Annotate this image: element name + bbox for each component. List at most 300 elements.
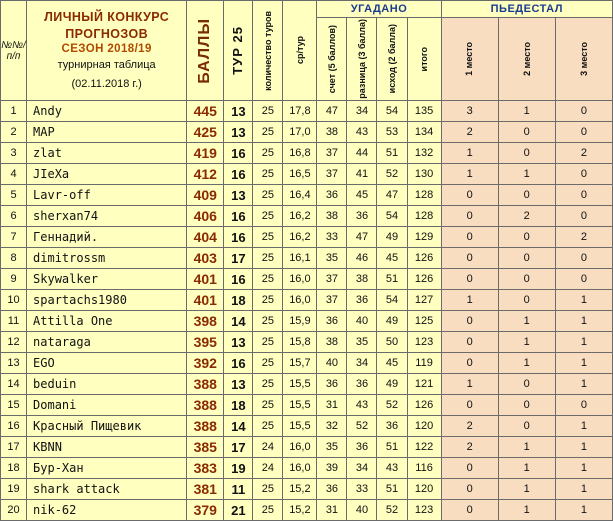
row-diff: 40 [347, 500, 377, 521]
row-rank: 4 [1, 164, 27, 185]
row-score: 39 [317, 458, 347, 479]
row-diff: 43 [347, 395, 377, 416]
row-place3: 1 [555, 332, 612, 353]
row-avg: 15,9 [283, 311, 317, 332]
row-name: JIeXa [27, 164, 187, 185]
row-total: 123 [407, 332, 441, 353]
row-avg: 15,2 [283, 479, 317, 500]
row-place3: 2 [555, 227, 612, 248]
row-total: 123 [407, 500, 441, 521]
title-line-3: турнирная таблица [57, 59, 156, 72]
row-tour-count: 25 [253, 332, 283, 353]
row-tour: 13 [224, 185, 253, 206]
row-outcome: 45 [377, 248, 407, 269]
col-header-place3 [555, 18, 612, 101]
row-outcome: 51 [377, 479, 407, 500]
row-total: 126 [407, 248, 441, 269]
row-score: 36 [317, 374, 347, 395]
row-place3: 1 [555, 290, 612, 311]
row-place1: 2 [441, 122, 498, 143]
row-avg: 16,0 [283, 437, 317, 458]
row-avg: 16,8 [283, 143, 317, 164]
table-row [1, 122, 613, 143]
row-name: Domani [27, 395, 187, 416]
row-avg: 16,0 [283, 269, 317, 290]
col-header-tour-label: ТУР 25 [229, 26, 245, 75]
row-rank: 16 [1, 416, 27, 437]
row-name: Andy [27, 101, 187, 122]
row-balls: 412 [187, 164, 224, 185]
row-place2: 0 [498, 143, 555, 164]
row-balls: 404 [187, 227, 224, 248]
row-place3: 1 [555, 311, 612, 332]
row-rank: 5 [1, 185, 27, 206]
row-score: 35 [317, 248, 347, 269]
row-place3: 0 [555, 269, 612, 290]
col-header-outcome [377, 18, 407, 101]
col-header-place1 [441, 18, 498, 101]
row-balls: 388 [187, 374, 224, 395]
row-outcome: 50 [377, 332, 407, 353]
row-rank: 12 [1, 332, 27, 353]
row-place3: 1 [555, 374, 612, 395]
row-balls: 409 [187, 185, 224, 206]
row-balls: 388 [187, 395, 224, 416]
row-place2: 0 [498, 227, 555, 248]
table-row [1, 269, 613, 290]
row-place2: 0 [498, 269, 555, 290]
row-avg: 16,0 [283, 290, 317, 311]
row-diff: 46 [347, 248, 377, 269]
row-diff: 38 [347, 269, 377, 290]
row-tour-count: 25 [253, 122, 283, 143]
row-place3: 0 [555, 122, 612, 143]
row-place3: 1 [555, 458, 612, 479]
row-total: 120 [407, 416, 441, 437]
row-tour: 16 [224, 143, 253, 164]
row-avg: 16,2 [283, 206, 317, 227]
row-total: 121 [407, 374, 441, 395]
row-diff: 40 [347, 311, 377, 332]
row-tour: 13 [224, 374, 253, 395]
row-tour: 14 [224, 311, 253, 332]
table-row [1, 290, 613, 311]
row-score: 36 [317, 479, 347, 500]
row-outcome: 51 [377, 437, 407, 458]
row-avg: 15,7 [283, 353, 317, 374]
row-name: nik-62 [27, 500, 187, 521]
header-group-row [1, 1, 613, 18]
row-avg: 16,2 [283, 227, 317, 248]
col-header-total-label: итого [418, 46, 429, 72]
row-diff: 45 [347, 185, 377, 206]
row-tour-count: 25 [253, 248, 283, 269]
row-rank: 10 [1, 290, 27, 311]
row-total: 125 [407, 311, 441, 332]
row-place2: 1 [498, 311, 555, 332]
row-place1: 0 [441, 206, 498, 227]
row-tour-count: 24 [253, 458, 283, 479]
row-outcome: 51 [377, 269, 407, 290]
row-score: 31 [317, 395, 347, 416]
col-header-tour-count-label: количество туров [262, 10, 273, 91]
table-row [1, 353, 613, 374]
row-place2: 2 [498, 206, 555, 227]
row-diff: 41 [347, 164, 377, 185]
row-total: 135 [407, 101, 441, 122]
row-tour-count: 25 [253, 290, 283, 311]
row-total: 126 [407, 269, 441, 290]
row-outcome: 51 [377, 143, 407, 164]
row-balls: 419 [187, 143, 224, 164]
row-balls: 381 [187, 479, 224, 500]
row-outcome: 49 [377, 227, 407, 248]
row-place2: 1 [498, 164, 555, 185]
row-tour-count: 25 [253, 353, 283, 374]
row-diff: 52 [347, 416, 377, 437]
row-place1: 2 [441, 416, 498, 437]
row-balls: 383 [187, 458, 224, 479]
row-place2: 1 [498, 332, 555, 353]
row-place1: 0 [441, 185, 498, 206]
row-name: Skywalker [27, 269, 187, 290]
row-place1: 0 [441, 269, 498, 290]
row-total: 132 [407, 143, 441, 164]
row-tour: 19 [224, 458, 253, 479]
table-row [1, 143, 613, 164]
row-tour-count: 25 [253, 500, 283, 521]
row-balls: 379 [187, 500, 224, 521]
row-tour-count: 25 [253, 143, 283, 164]
row-balls: 385 [187, 437, 224, 458]
row-diff: 34 [347, 101, 377, 122]
row-place3: 0 [555, 395, 612, 416]
title-line-1: ЛИЧНЫЙ КОНКУРС ПРОГНОЗОВ [44, 9, 170, 41]
col-header-place3-label: 3 место [578, 42, 589, 76]
row-place3: 0 [555, 206, 612, 227]
row-outcome: 54 [377, 206, 407, 227]
row-place1: 3 [441, 101, 498, 122]
row-diff: 43 [347, 122, 377, 143]
row-name: beduin [27, 374, 187, 395]
row-total: 128 [407, 185, 441, 206]
table-row [1, 164, 613, 185]
row-rank: 8 [1, 248, 27, 269]
row-balls: 388 [187, 416, 224, 437]
row-name: zlat [27, 143, 187, 164]
col-header-balls-label: БАЛЛЫ [196, 17, 214, 84]
table-body [1, 101, 613, 521]
col-header-balls [187, 1, 224, 101]
row-outcome: 43 [377, 458, 407, 479]
row-place3: 1 [555, 500, 612, 521]
row-tour: 16 [224, 164, 253, 185]
row-total: 130 [407, 164, 441, 185]
row-name: Lavr-off [27, 185, 187, 206]
row-score: 32 [317, 416, 347, 437]
row-total: 127 [407, 290, 441, 311]
row-place2: 0 [498, 416, 555, 437]
row-rank: 9 [1, 269, 27, 290]
row-tour-count: 25 [253, 227, 283, 248]
row-score: 38 [317, 206, 347, 227]
col-header-place2-label: 2 место [521, 42, 532, 76]
row-tour: 16 [224, 206, 253, 227]
row-place3: 1 [555, 479, 612, 500]
table-row [1, 248, 613, 269]
row-rank: 19 [1, 479, 27, 500]
row-outcome: 49 [377, 311, 407, 332]
row-place1: 0 [441, 311, 498, 332]
row-avg: 15,8 [283, 332, 317, 353]
row-diff: 47 [347, 227, 377, 248]
row-score: 47 [317, 101, 347, 122]
row-tour-count: 25 [253, 416, 283, 437]
row-tour: 17 [224, 248, 253, 269]
row-outcome: 52 [377, 500, 407, 521]
row-balls: 401 [187, 290, 224, 311]
row-balls: 425 [187, 122, 224, 143]
row-score: 35 [317, 437, 347, 458]
row-place3: 1 [555, 353, 612, 374]
row-total: 120 [407, 479, 441, 500]
row-avg: 15,5 [283, 395, 317, 416]
row-place2: 1 [498, 458, 555, 479]
row-rank: 11 [1, 311, 27, 332]
row-balls: 395 [187, 332, 224, 353]
table-row [1, 416, 613, 437]
row-total: 122 [407, 437, 441, 458]
row-balls: 403 [187, 248, 224, 269]
row-outcome: 54 [377, 290, 407, 311]
row-tour: 16 [224, 269, 253, 290]
col-header-outcome-label: исход (2 балла) [386, 24, 397, 94]
row-score: 38 [317, 122, 347, 143]
row-total: 128 [407, 206, 441, 227]
row-name: MAP [27, 122, 187, 143]
row-tour-count: 25 [253, 311, 283, 332]
row-place2: 0 [498, 290, 555, 311]
col-header-avg [283, 1, 317, 101]
row-place2: 1 [498, 500, 555, 521]
row-tour-count: 25 [253, 101, 283, 122]
table-row [1, 395, 613, 416]
row-rank: 20 [1, 500, 27, 521]
col-header-place2 [498, 18, 555, 101]
col-header-diff [347, 18, 377, 101]
row-rank: 18 [1, 458, 27, 479]
table-row [1, 206, 613, 227]
row-tour-count: 25 [253, 479, 283, 500]
col-header-score-label: счет (5 баллов) [326, 24, 337, 94]
col-header-place1-label: 1 место [464, 42, 475, 76]
row-tour-count: 25 [253, 206, 283, 227]
row-tour: 18 [224, 290, 253, 311]
row-place3: 1 [555, 437, 612, 458]
row-name: Attilla One [27, 311, 187, 332]
row-outcome: 52 [377, 164, 407, 185]
table-row [1, 374, 613, 395]
row-place3: 0 [555, 164, 612, 185]
col-header-number: №№/п/п [1, 1, 27, 101]
row-tour: 16 [224, 227, 253, 248]
row-place1: 0 [441, 353, 498, 374]
row-balls: 398 [187, 311, 224, 332]
col-header-total [407, 18, 441, 101]
row-place1: 1 [441, 374, 498, 395]
row-score: 38 [317, 332, 347, 353]
row-diff: 36 [347, 290, 377, 311]
row-name: EGO [27, 353, 187, 374]
row-diff: 34 [347, 353, 377, 374]
group-header-guessed: УГАДАНО [317, 1, 441, 18]
row-place1: 0 [441, 500, 498, 521]
row-tour: 13 [224, 101, 253, 122]
row-tour: 21 [224, 500, 253, 521]
row-score: 33 [317, 227, 347, 248]
row-score: 37 [317, 164, 347, 185]
col-header-avg-label: ср/тур [294, 36, 305, 65]
row-tour-count: 25 [253, 395, 283, 416]
table-row [1, 101, 613, 122]
row-avg: 17,8 [283, 101, 317, 122]
row-balls: 406 [187, 206, 224, 227]
row-rank: 13 [1, 353, 27, 374]
row-score: 36 [317, 311, 347, 332]
row-avg: 16,4 [283, 185, 317, 206]
row-name: nataraga [27, 332, 187, 353]
row-place2: 1 [498, 479, 555, 500]
row-place1: 0 [441, 395, 498, 416]
row-tour: 13 [224, 332, 253, 353]
row-name: dimitrossm [27, 248, 187, 269]
table-title-block [27, 1, 187, 101]
row-tour-count: 25 [253, 269, 283, 290]
row-diff: 36 [347, 374, 377, 395]
row-rank: 7 [1, 227, 27, 248]
row-place1: 0 [441, 479, 498, 500]
group-header-pedestal: ПЬЕДЕСТАЛ [441, 1, 612, 18]
row-avg: 16,0 [283, 458, 317, 479]
row-avg: 15,2 [283, 500, 317, 521]
row-tour-count: 24 [253, 437, 283, 458]
row-place1: 0 [441, 332, 498, 353]
table-row [1, 458, 613, 479]
row-name: shark attack [27, 479, 187, 500]
row-avg: 15,5 [283, 416, 317, 437]
row-total: 116 [407, 458, 441, 479]
row-name: Геннадий. [27, 227, 187, 248]
row-place3: 1 [555, 416, 612, 437]
row-diff: 44 [347, 143, 377, 164]
row-place1: 0 [441, 248, 498, 269]
row-score: 36 [317, 185, 347, 206]
row-rank: 1 [1, 101, 27, 122]
row-place2: 0 [498, 248, 555, 269]
title-line-2: СЕЗОН 2018/19 [61, 43, 152, 56]
row-place1: 1 [441, 164, 498, 185]
row-diff: 34 [347, 458, 377, 479]
title-line-4: (02.11.2018 г.) [71, 77, 142, 90]
row-outcome: 49 [377, 374, 407, 395]
row-balls: 401 [187, 269, 224, 290]
row-name: sherxan74 [27, 206, 187, 227]
table-row [1, 185, 613, 206]
table-row [1, 332, 613, 353]
row-place2: 0 [498, 185, 555, 206]
row-avg: 17,0 [283, 122, 317, 143]
row-outcome: 52 [377, 395, 407, 416]
row-place3: 0 [555, 248, 612, 269]
row-place3: 2 [555, 143, 612, 164]
row-name: spartachs1980 [27, 290, 187, 311]
row-outcome: 47 [377, 185, 407, 206]
row-rank: 17 [1, 437, 27, 458]
row-place3: 0 [555, 101, 612, 122]
row-avg: 16,1 [283, 248, 317, 269]
row-balls: 445 [187, 101, 224, 122]
row-rank: 15 [1, 395, 27, 416]
row-place1: 1 [441, 143, 498, 164]
row-avg: 15,5 [283, 374, 317, 395]
row-total: 119 [407, 353, 441, 374]
table-row [1, 311, 613, 332]
row-outcome: 54 [377, 101, 407, 122]
row-score: 37 [317, 269, 347, 290]
row-score: 40 [317, 353, 347, 374]
row-name: Красный Пищевик [27, 416, 187, 437]
row-place1: 0 [441, 227, 498, 248]
row-tour-count: 25 [253, 164, 283, 185]
col-header-diff-label: разница (3 балла) [356, 19, 367, 99]
row-outcome: 45 [377, 353, 407, 374]
table-row [1, 437, 613, 458]
row-diff: 33 [347, 479, 377, 500]
row-score: 31 [317, 500, 347, 521]
row-place2: 0 [498, 374, 555, 395]
row-tour: 18 [224, 395, 253, 416]
row-avg: 16,5 [283, 164, 317, 185]
row-place1: 2 [441, 437, 498, 458]
col-header-tour-count [253, 1, 283, 101]
col-header-tour [224, 1, 253, 101]
row-rank: 2 [1, 122, 27, 143]
col-header-score [317, 18, 347, 101]
row-score: 37 [317, 143, 347, 164]
row-name: KBNN [27, 437, 187, 458]
row-tour-count: 25 [253, 185, 283, 206]
row-place2: 0 [498, 122, 555, 143]
row-balls: 392 [187, 353, 224, 374]
row-diff: 36 [347, 206, 377, 227]
row-place1: 0 [441, 458, 498, 479]
row-outcome: 36 [377, 416, 407, 437]
table-row [1, 500, 613, 521]
row-diff: 35 [347, 332, 377, 353]
row-tour-count: 25 [253, 374, 283, 395]
row-rank: 6 [1, 206, 27, 227]
row-total: 126 [407, 395, 441, 416]
row-tour: 16 [224, 353, 253, 374]
row-tour: 14 [224, 416, 253, 437]
row-rank: 3 [1, 143, 27, 164]
row-place2: 0 [498, 395, 555, 416]
row-rank: 14 [1, 374, 27, 395]
table-row [1, 479, 613, 500]
row-place2: 1 [498, 101, 555, 122]
row-total: 134 [407, 122, 441, 143]
row-score: 37 [317, 290, 347, 311]
